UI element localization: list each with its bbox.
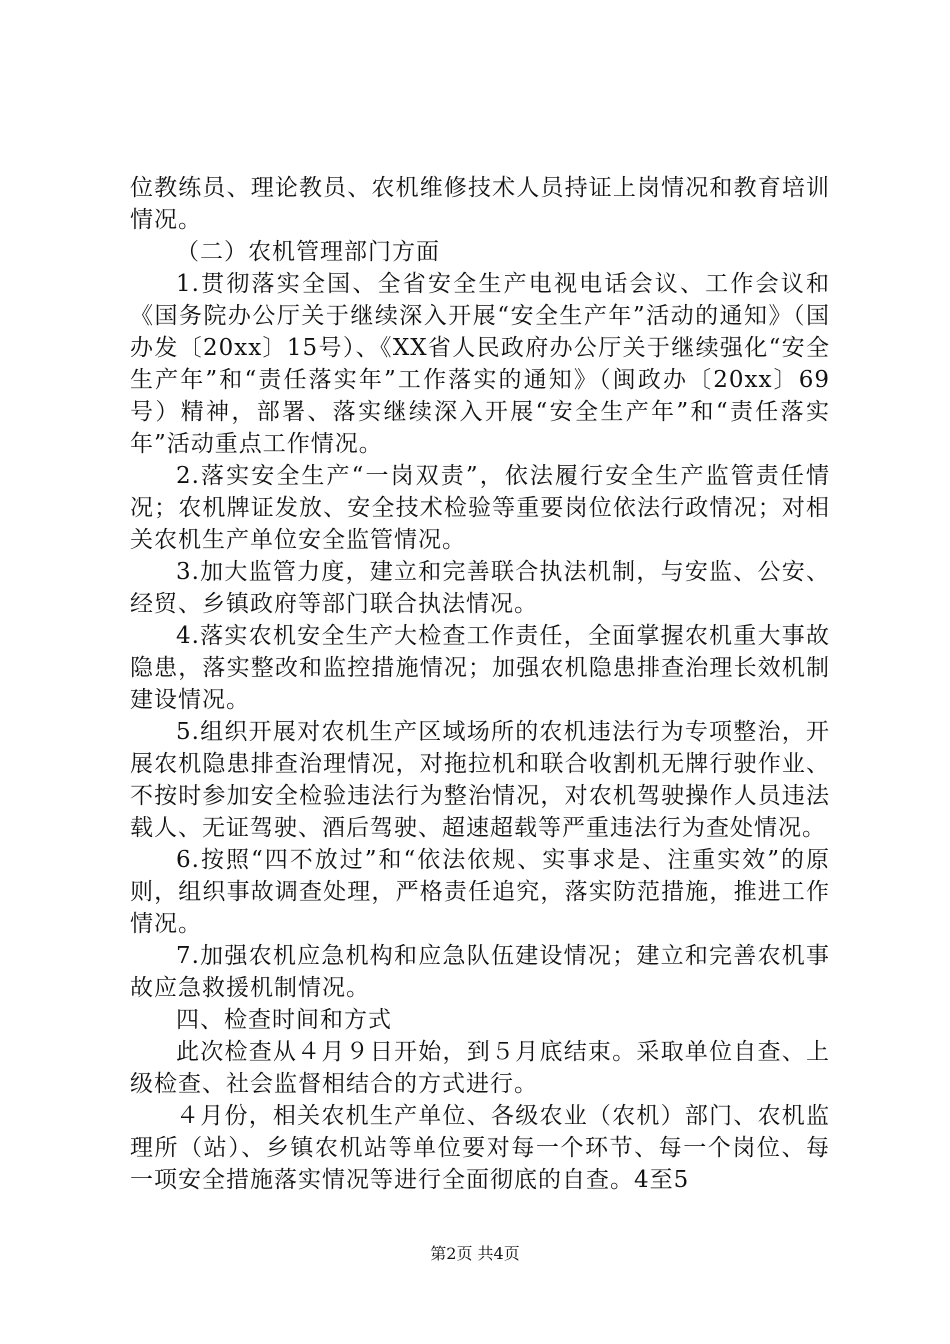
- paragraph-continuation: 位教练员、理论教员、农机维修技术人员持证上岗情况和教育培训情况。: [130, 175, 830, 233]
- list-item-2: 2.落实安全生产“一岗双责”，依法履行安全生产监管责任情况；农机牌证发放、安全技术检验等重要岗位依法行政情况；对相关农机生产单位安全监管情况。: [130, 463, 830, 553]
- list-item-4: 4.落实农机安全生产大检查工作责任，全面掌握农机重大事故隐患，落实整改和监控措施情况；加强农机隐患排查治理长效机制建设情况。: [130, 623, 830, 713]
- list-item-7: 7.加强农机应急机构和应急队伍建设情况；建立和完善农机事故应急救援机制情况。: [130, 943, 830, 1001]
- section-heading-agriculture-management: （二）农机管理部门方面: [176, 239, 440, 265]
- list-item-5: 5.组织开展对农机生产区域场所的农机违法行为专项整治，开展农机隐患排查治理情况，对拖拉机和联合收割机无牌行驶作业、不按时参加安全检验违法行为整治情况，对农机驾驶操作人员违法载人、无证驾驶、酒后驾驶、超速超载等严重违法行为查处情况。: [130, 719, 830, 841]
- section-heading-inspection-time: 四、检查时间和方式: [176, 1007, 392, 1033]
- document-body: [130, 172, 830, 1196]
- page-footer: 第2页 共4页: [430, 1244, 520, 1263]
- list-item-3: 3.加大监管力度，建立和完善联合执法机制，与安监、公安、经贸、乡镇政府等部门联合执法情况。: [130, 559, 830, 617]
- paragraph-inspection-period: 此次检查从４月９日开始，到５月底结束。采取单位自查、上级检查、社会监督相结合的方式进行。: [130, 1039, 830, 1097]
- paragraph-april-self-check: ４月份，相关农机生产单位、各级农业（农机）部门、农机监理所（站）、乡镇农机站等单位要对每一个环节、每一个岗位、每一项安全措施落实情况等进行全面彻底的自查。4至5: [130, 1103, 830, 1193]
- list-item-1: 1.贯彻落实全国、全省安全生产电视电话会议、工作会议和《国务院办公厅关于继续深入开展“安全生产年”活动的通知》（国办发〔20xx〕15号）、《XX省人民政府办公厅关于继续强化“安全生产年”和“责任落实年”工作落实的通知》（闽政办〔20xx〕69号）精神，部署、落实继续深入开展“安全生产年”和“责任落实年”活动重点工作情况。: [130, 271, 830, 457]
- list-item-6: 6.按照“四不放过”和“依法依规、实事求是、注重实效”的原则，组织事故调查处理，严格责任追究，落实防范措施，推进工作情况。: [130, 847, 830, 937]
